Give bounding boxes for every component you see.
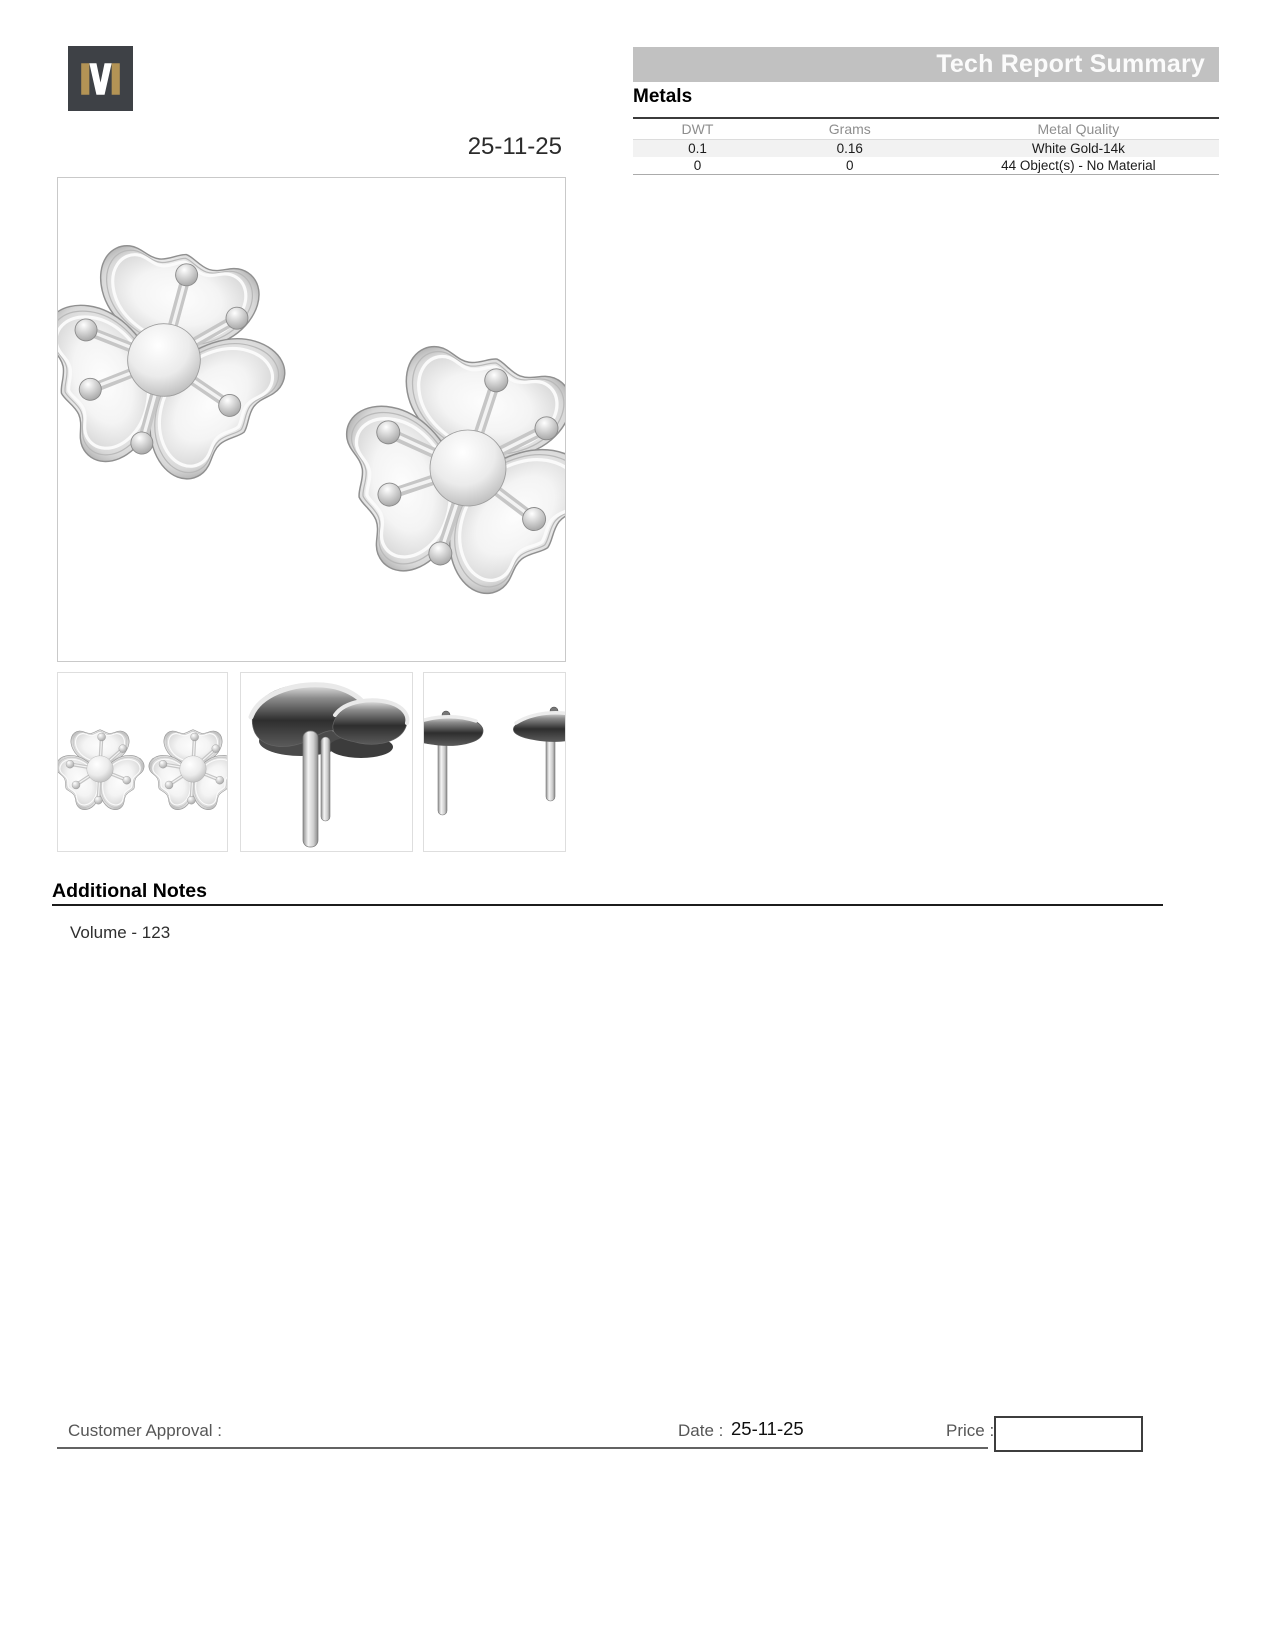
metals-row — [633, 140, 1219, 158]
metals-cell-quality: 44 Object(s) - No Material — [1001, 158, 1156, 173]
metals-cell-dwt: 0.1 — [633, 140, 762, 158]
metals-cell-grams: 0.16 — [762, 140, 938, 158]
customer-approval-label: Customer Approval : — [68, 1421, 223, 1440]
metals-col-header-quality: Metal Quality — [938, 118, 1219, 140]
thumbnail-side-view — [423, 672, 566, 852]
thumbnail-side-view-image — [424, 673, 565, 851]
additional-notes-body: Volume - 123 — [70, 923, 171, 942]
footer-date-label: Date : — [678, 1421, 724, 1440]
thumbnail-front-view — [57, 672, 228, 852]
additional-notes-title: Additional Notes — [52, 880, 207, 902]
thumbnail-back-view-image — [241, 673, 412, 851]
signature-line — [57, 1447, 988, 1449]
m-monogram-logo-icon — [68, 46, 133, 111]
additional-notes-rule — [52, 904, 1163, 906]
footer-date-value: 25-11-25 — [731, 1418, 804, 1439]
report-title: Tech Report Summary — [936, 50, 1205, 78]
metals-cell-quality: White Gold-14k — [938, 140, 1219, 158]
thumbnail-back-view — [240, 672, 413, 852]
report-header-bar — [633, 47, 1219, 82]
company-logo — [68, 46, 133, 111]
metals-table — [633, 117, 1219, 175]
metals-header-row — [633, 118, 1219, 140]
metals-cell-dwt: 0 — [693, 158, 702, 173]
metals-col-header-dwt: DWT — [633, 118, 762, 140]
main-render-box — [57, 177, 566, 662]
price-label: Price : — [946, 1421, 995, 1440]
price-input[interactable] — [994, 1416, 1143, 1452]
metals-row — [633, 157, 1219, 175]
metals-col-header-grams: Grams — [762, 118, 938, 140]
metals-section-title: Metals — [633, 86, 693, 107]
design-date: 25-11-25 — [467, 133, 562, 160]
main-render-image — [58, 178, 565, 661]
thumbnail-front-view-image — [58, 673, 227, 851]
metals-cell-grams: 0 — [846, 158, 854, 173]
